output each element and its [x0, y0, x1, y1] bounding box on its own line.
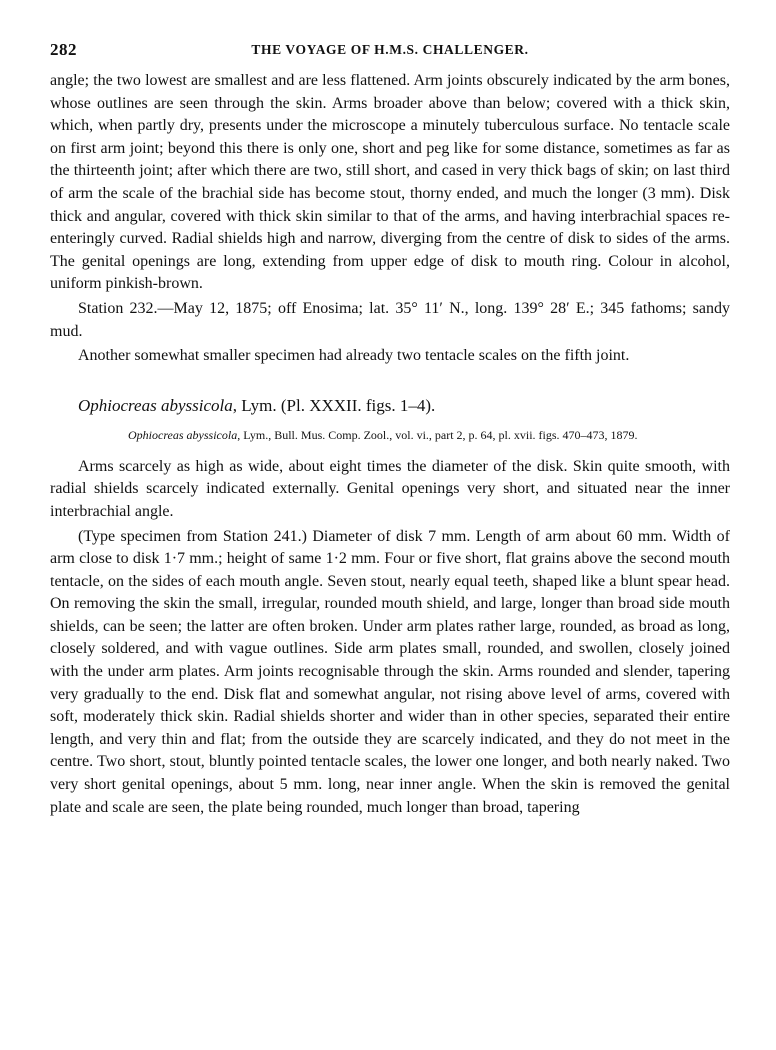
- page-number: 282: [50, 40, 77, 59]
- species-authority: , Lym. (Pl. XXXII. figs. 1–4).: [232, 395, 436, 415]
- synonym-name: Ophiocreas abyssicola: [128, 427, 238, 442]
- page-header: [50, 40, 730, 70]
- paragraph-second-specimen: Another somewhat smaller specimen had already two tentacle scales on the fifth joint.: [78, 347, 630, 365]
- synonym-citation: [128, 426, 730, 444]
- paragraph-diagnosis: Arms scarcely as high as wide, about eight times the diameter of the disk. Skin quite smooth, with radial shields scarcely indicated externally. Genital openings very short, and situated near the inner interbrachial angle.: [50, 457, 730, 520]
- species-heading: [50, 394, 730, 418]
- page: [50, 40, 730, 819]
- paragraph-station: Station 232.—May 12, 1875; off Enosima; lat. 35° 11′ N., long. 139° 28′ E.; 345 fathoms; sandy mud.: [50, 299, 730, 340]
- paragraph-type-specimen: (Type specimen from Station 241.) Diameter of disk 7 mm. Length of arm about 60 mm. Width of arm close to disk 1·7 mm.; height of same 1·2 mm. Four or five short, flat grains above the second mouth tentacle, on the sides of each mouth angle. Seven stout, nearly equal teeth, shaped like a blunt spear head. On removing the skin the small, irregular, rounded mouth shield, and large, longer than broad side mouth shields, can be seen; the latter are often broken. Under arm plates rather large, rounded, as broad as long, closely soldered, and with vague outlines. Side arm plates small, rounded, and swollen, closely joined with the under arm plates. Arm joints recognisable through the skin. Arms rounded and slender, tapering very gradually to the end. Disk flat and somewhat angular, not rising above level of arms, covered with soft, moderately thick skin. Radial shields shorter and wider than in other species, separated their entire length, and very thin and flat; from the outside they are scarcely indicated, and they do not meet in the centre. Two short, stout, bluntly pointed tentacle scales, the lower one longer, and both nearly naked. Two very short genital openings, about 5 mm. long, near inner angle. When the skin is removed the genital plate and scale are seen, the plate being rounded, much longer than broad, tapering: [50, 527, 730, 816]
- running-title: THE VOYAGE OF H.M.S. CHALLENGER.: [251, 42, 529, 57]
- synonym-reference: , Lym., Bull. Mus. Comp. Zool., vol. vi., part 2, p. 64, pl. xvii. figs. 470–473, 1879.: [237, 427, 638, 442]
- paragraph-continued: angle; the two lowest are smallest and are less flattened. Arm joints obscurely indicated by the arm bones, whose outlines are seen through the skin. Arms broader above than below; covered with a thick skin, which, when partly dry, presents under the microscope a minutely tuberculous surface. No tentacle scale on first arm joint; beyond this there is only one, short and peg like for some distance, sometimes as far as the thirteenth joint; after which there are two, still short, and cased in very thick bags of skin; on last third of arm the scale of the brachial side has become stout, thorny ended, and much the longer (3 mm). Disk thick and angular, covered with thick skin similar to that of the arms, and having interbrachial spaces re-enteringly curved. Radial shields high and narrow, diverging from the centre of disk to sides of the arms. The genital openings are long, extending from upper edge of disk to mouth ring. Colour in alcohol, uniform pinkish-brown.: [50, 72, 730, 293]
- species-name: Ophiocreas abyssicola: [78, 395, 233, 415]
